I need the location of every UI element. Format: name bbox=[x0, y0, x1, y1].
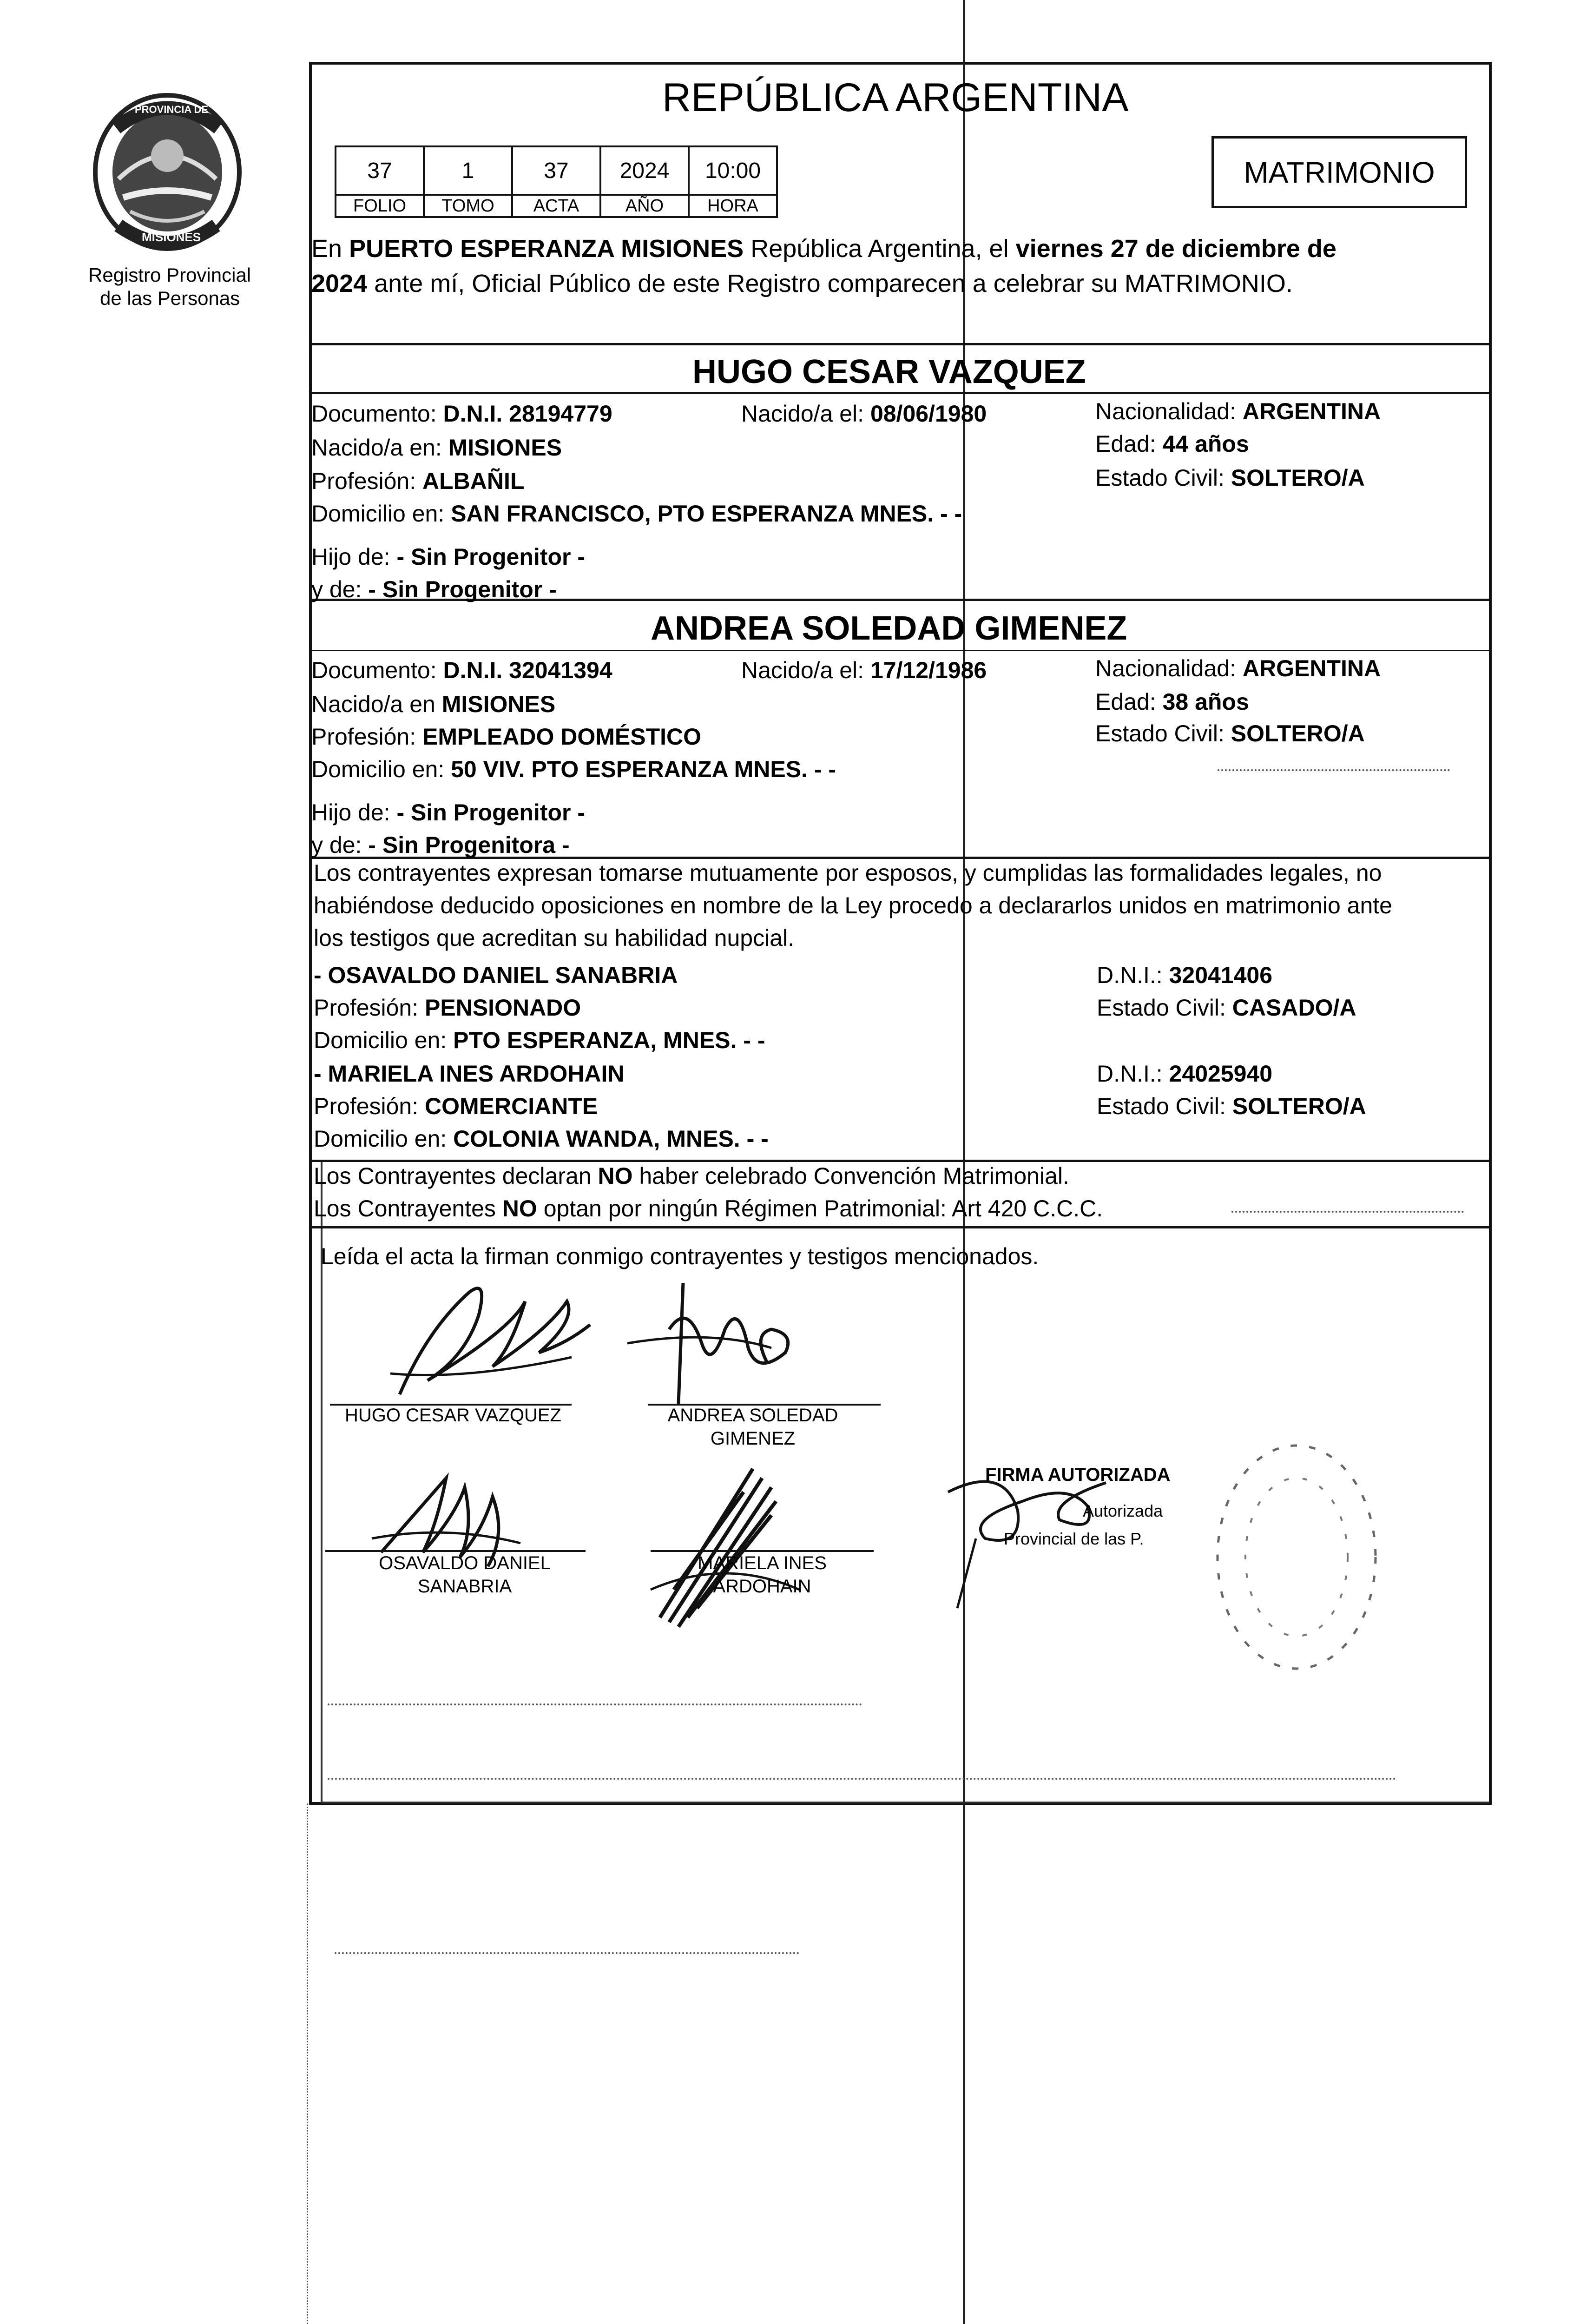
spouse2-age: Edad: 38 años bbox=[1095, 689, 1249, 715]
registry-seal bbox=[91, 91, 244, 258]
document-type-box: MATRIMONIO bbox=[1211, 136, 1467, 208]
declaration-line2: habiéndose deducido oposiciones en nombre de la Ley procedo a declararlos unidos en matrimonio ante bbox=[314, 892, 1392, 918]
spouse1-parent1: Hijo de: - Sin Progenitor - bbox=[311, 544, 585, 570]
declaration-line1: Los contrayentes expresan tomarse mutuamente por esposos, y cumplidas las formalidades legales, no bbox=[314, 860, 1382, 886]
hora-value: 10:00 bbox=[689, 146, 777, 195]
intro-text-a: En bbox=[311, 235, 349, 263]
scan-noise-1 bbox=[328, 1778, 1396, 1780]
folio-value: 37 bbox=[336, 146, 424, 195]
spouse2-parent1: Hijo de: - Sin Progenitor - bbox=[311, 799, 585, 825]
hora-label: HORA bbox=[689, 195, 777, 217]
signature-mariela-icon bbox=[632, 1450, 827, 1645]
signature-label-andrea-line2: GIMENEZ bbox=[710, 1428, 796, 1449]
witness2-dni: D.N.I.: 24025940 bbox=[1097, 1061, 1273, 1087]
spouse1-address: Domicilio en: SAN FRANCISCO, PTO ESPERANZA MNES. - - bbox=[311, 501, 962, 527]
signature-label-andrea-line1: ANDREA SOLEDAD bbox=[667, 1405, 838, 1426]
spouse1-name: HUGO CESAR VAZQUEZ bbox=[692, 353, 1086, 390]
intro-text-c: ante mí, Oficial Público de este Registro comparecen a celebrar su MATRIMONIO. bbox=[367, 270, 1293, 297]
divider-closing-top bbox=[309, 1226, 1492, 1228]
scan-noise-3 bbox=[335, 1952, 799, 1954]
convention-line2: Los Contrayentes NO optan por ningún Régimen Patrimonial: Art 420 C.C.C. bbox=[314, 1195, 1103, 1221]
spouse1-birthdate: Nacido/a el: 08/06/1980 bbox=[741, 401, 987, 427]
intro-date: viernes 27 de diciembre de bbox=[1015, 235, 1336, 263]
divider-intro-top bbox=[309, 343, 1492, 345]
spouse1-age: Edad: 44 años bbox=[1095, 431, 1249, 457]
faint-round-seal-icon bbox=[1199, 1408, 1394, 1706]
ano-label: AÑO bbox=[600, 195, 689, 217]
intro-year: 2024 bbox=[311, 270, 368, 297]
register-table bbox=[335, 145, 778, 218]
spouse2-address: Domicilio en: 50 VIV. PTO ESPERANZA MNES. - - bbox=[311, 756, 836, 782]
spouse2-birthdate: Nacido/a el: 17/12/1986 bbox=[741, 657, 987, 683]
folio-label: FOLIO bbox=[336, 195, 424, 217]
witness1-dni: D.N.I.: 32041406 bbox=[1097, 962, 1273, 988]
scan-noise-4 bbox=[1218, 769, 1450, 771]
spouse2-birthplace: Nacido/a en MISIONES bbox=[311, 691, 556, 717]
spouse2-nationality: Nacionalidad: ARGENTINA bbox=[1095, 655, 1381, 681]
spouse1-document: Documento: D.N.I. 28194779 bbox=[311, 401, 612, 427]
witness1-civil-status: Estado Civil: CASADO/A bbox=[1097, 995, 1356, 1021]
scan-noise-5 bbox=[1231, 1211, 1464, 1213]
witness1-address: Domicilio en: PTO ESPERANZA, MNES. - - bbox=[314, 1027, 765, 1053]
tomo-value: 1 bbox=[424, 146, 512, 195]
witness2-civil-status: Estado Civil: SOLTERO/A bbox=[1097, 1093, 1366, 1119]
spouse2-document: Documento: D.N.I. 32041394 bbox=[311, 657, 612, 683]
spouse1-nationality: Nacionalidad: ARGENTINA bbox=[1095, 398, 1381, 424]
signature-andrea-icon bbox=[618, 1274, 813, 1413]
seal-text-top: PROVINCIA DE bbox=[135, 104, 209, 115]
witness1-name: - OSAVALDO DANIEL SANABRIA bbox=[314, 962, 678, 988]
intro-text-b: República Argentina, el bbox=[744, 235, 1016, 263]
spouse1-birthplace: Nacido/a en: MISIONES bbox=[311, 435, 562, 461]
spouse2-name: ANDREA SOLEDAD GIMENEZ bbox=[651, 610, 1127, 647]
intro-place: PUERTO ESPERANZA MISIONES bbox=[349, 235, 744, 263]
spouse2-civil-status: Estado Civil: SOLTERO/A bbox=[1095, 720, 1365, 746]
witness2-profession: Profesión: COMERCIANTE bbox=[314, 1093, 598, 1119]
stamp-text-line2: Autorizada bbox=[1083, 1501, 1163, 1520]
scan-margin-line bbox=[307, 1803, 308, 2324]
witness2-address: Domicilio en: COLONIA WANDA, MNES. - - bbox=[314, 1126, 769, 1152]
page-title: REPÚBLICA ARGENTINA bbox=[662, 75, 1129, 120]
closing-text: Leída el acta la firman conmigo contrayentes y testigos mencionados. bbox=[321, 1243, 1039, 1269]
signature-label-mariela-line2: ARDOHAIN bbox=[713, 1576, 811, 1597]
stamp-text-line1: FIRMA AUTORIZADA bbox=[985, 1465, 1171, 1485]
divider-spouse2-fields bbox=[309, 650, 1492, 651]
signature-label-osavaldo-line2: SANABRIA bbox=[417, 1576, 512, 1597]
stamp-text-line3: Provincial de las P. bbox=[1004, 1529, 1144, 1548]
signature-hugo-icon bbox=[372, 1274, 604, 1413]
signature-label-mariela-line1: MARIELA INES bbox=[698, 1553, 827, 1573]
seal-text-bottom: MISIONES bbox=[142, 230, 201, 244]
spouse2-profession: Profesión: EMPLEADO DOMÉSTICO bbox=[311, 724, 702, 750]
witness2-name: - MARIELA INES ARDOHAIN bbox=[314, 1061, 625, 1087]
scan-noise-2 bbox=[328, 1703, 862, 1705]
acta-value: 37 bbox=[512, 146, 600, 195]
spouse1-parent2: y de: - Sin Progenitor - bbox=[311, 576, 557, 602]
signature-label-osavaldo-line1: OSAVALDO DANIEL bbox=[379, 1553, 551, 1573]
acta-label: ACTA bbox=[512, 195, 600, 217]
convention-line1: Los Contrayentes declaran NO haber celebrado Convención Matrimonial. bbox=[314, 1163, 1069, 1189]
spouse2-parent2: y de: - Sin Progenitora - bbox=[311, 832, 570, 858]
org-name-line1: Registro Provincial bbox=[88, 264, 251, 286]
signature-label-hugo: HUGO CESAR VAZQUEZ bbox=[345, 1405, 561, 1426]
intro-line1 bbox=[311, 234, 1336, 264]
org-name-line2: de las Personas bbox=[100, 287, 240, 309]
declaration-line3: los testigos que acreditan su habilidad nupcial. bbox=[314, 925, 795, 951]
intro-line2 bbox=[311, 269, 1293, 298]
tomo-label: TOMO bbox=[424, 195, 512, 217]
ano-value: 2024 bbox=[600, 146, 689, 195]
witness1-profession: Profesión: PENSIONADO bbox=[314, 995, 581, 1021]
divider-spouse1-top bbox=[309, 392, 1492, 394]
spouse1-civil-status: Estado Civil: SOLTERO/A bbox=[1095, 465, 1365, 491]
spouse1-profession: Profesión: ALBAÑIL bbox=[311, 468, 525, 494]
